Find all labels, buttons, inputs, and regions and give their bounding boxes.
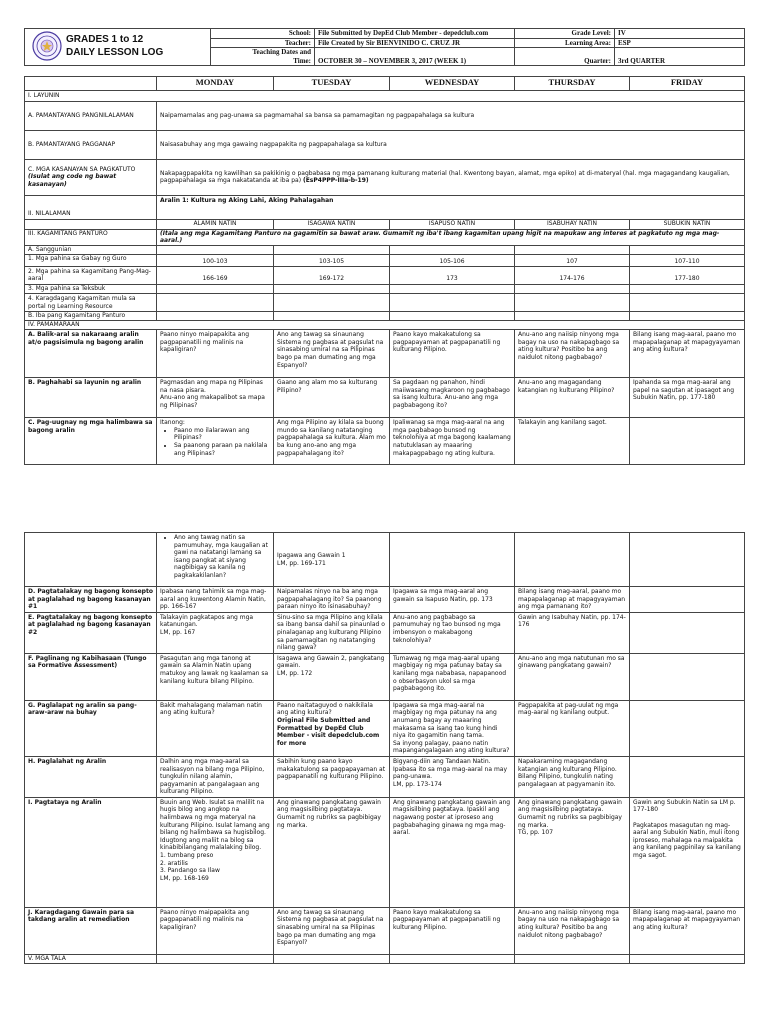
paglalahat-label: H. Paglalahat ng Aralin — [25, 756, 157, 797]
lm-wed: 173 — [390, 266, 515, 284]
kasanayan-sub: (Isulat ang code ng bawat kasanayan) — [28, 173, 117, 188]
paglalahat-fri — [630, 756, 745, 797]
quarter-label: Quarter: — [515, 48, 615, 66]
lr-label: 4. Karagdagang Kagamitan mula sa portal ng Learning Resource — [25, 293, 157, 311]
takdang-aralin-tue: Ano ang tawag sa sinaunang Sistema ng pagbasa at pagsulat na sinasabing umiral na sa Pilipinas bago pa man dumating ang mga Espanyol? — [274, 907, 390, 954]
iba-label: B. Iba pang Kagamitang Panturo — [25, 312, 157, 321]
kasanayan-label — [25, 159, 157, 195]
konsepto-2-tue: Sinu-sino sa mga Pilipino ang kilala sa ibang bansa dahil sa pinaunlad o pinalaganap ang kulturang Pilipino sa pamamagitan ng natatanging nilang gawa? — [274, 612, 390, 653]
pag-uugnay-wed: Ipaliwanag sa mga mag-aaral na ang mga pagbabago bunsod ng teknolohiya at mga bagong kaalamang natutuklasan ay maaaring makapagpabago ng ating kultura. — [390, 418, 515, 465]
pamantayang-pagganap-text: Naisasabuhay ang mga gawaing nagpapakita ng pagpapahalaga sa kultura — [157, 130, 745, 159]
paglalapat-label: G. Paglalapat ng aralin sa pang-araw-araw na buhay — [25, 700, 157, 756]
kabihasaan-thu: Anu-ano ang mga natutunan mo sa ginawang pangkatang gawain? — [515, 653, 630, 700]
konsepto-2-label: E. Pagtatalakay ng bagong konsepto at paglalahad ng bagong kasanayan #2 — [25, 612, 157, 653]
pag-uugnay-bullets — [160, 427, 270, 457]
konsepto-1-mon: Ipabasa nang tahimik sa mga mag-aaral ang kuwentong Alamin Natin, pp. 166-167 — [157, 587, 274, 613]
konsepto-2-wed: Anu-ano ang pagbabago sa pamumuhay ng tao bunsod ng mga imbensyon o makabagong teknolohiya? — [390, 612, 515, 653]
title-line-1: GRADES 1 to 12 — [66, 33, 144, 45]
lesson-table-continued — [24, 532, 745, 964]
konsepto-1-fri — [630, 587, 745, 613]
day-header-monday: MONDAY — [157, 77, 274, 91]
paglalahat-thu: Napakaraming magagandang katangian ang kulturang Pilipino. Bilang Pilipino, tungkulin nating pangalagaan at pagyamanin ito. — [515, 756, 630, 797]
pagtataya-mon — [157, 797, 274, 907]
lm-thu: 174-176 — [515, 266, 630, 284]
balik-aral-wed: Paano kayo makakatulong sa pagpapayaman at pagpapanatili ng kulturang Pilipino. — [390, 330, 515, 378]
nilalaman-wed: ISAPUSO NATIN — [390, 219, 515, 229]
pagtataya-fri: Gawin ang Subukin Natin sa LM p. 177-180 Pagkatapos masagutan ng mag-aaral ang Subukin Natin, muli itong iproseso, mahalaga na maipakita ang kanilang pagpinilay sa kanilang mga sagot. — [630, 797, 745, 907]
pamantayang-pangnilalaman-text: Naipamamalas ang pag-unawa sa pagmamahal sa bansa sa pamamagitan ng pagpapahalaga sa kultura — [157, 101, 745, 130]
area-label: Learning Area: — [515, 38, 615, 48]
depedclub-note-line-4: for more — [277, 739, 307, 747]
pagtataya-mon-item: 2. aratilis — [160, 859, 188, 867]
paglalahat-tue: Sabihin kung paano kayo makakatulong sa pagpapayaman at pagpapanatili ng kulturang Pilipino. — [274, 756, 390, 797]
school-value: File Submitted by DepEd Club Member - depedclub.com — [315, 29, 515, 39]
gabay-fri: 107-110 — [630, 254, 745, 266]
title-line-2: DAILY LESSON LOG — [66, 46, 164, 58]
kagamitan-note: (Itala ang mga Kagamitang Panturo na gagamitin sa bawat araw. Gumamit ng iba't ibang kagamitan upang higit na mapukaw ang interes at pagkatuto ng mga mag-aaral.) — [157, 229, 745, 245]
teacher-value: File Created by Sir BIENVINIDO C. CRUZ JR — [315, 38, 515, 48]
lm-label: 2. Mga pahina sa Kagamitang Pang-Mag-aaral — [25, 266, 157, 284]
takdang-aralin-wed: Paano kayo makakatulong sa pagpapayaman at pagpapanatili ng kulturang Pilipino. — [390, 907, 515, 954]
gabay-thu: 107 — [515, 254, 630, 266]
paglalahat-mon: Dalhin ang mga mag-aaral sa realisasyon na bilang mga Pilipino, tungkulin nilang alamin, pagyamanin at pangalagaan ang kulturang Pilipino. — [157, 756, 274, 797]
takdang-aralin-fri: Bilang isang mag-aaral, paano mo mapapalaganap at mapagyayaman ang ating kultura? — [630, 907, 745, 954]
pagtataya-mon-ref: LM, pp. 168-169 — [160, 874, 209, 882]
day-header-thursday: THURSDAY — [515, 77, 630, 91]
nilalaman-label: II. NILALAMAN — [25, 195, 157, 219]
lesson-log-page-2 — [24, 532, 744, 964]
paglalapat-tue — [274, 700, 390, 756]
lm-fri: 177-180 — [630, 266, 745, 284]
konsepto-2-fri — [630, 612, 745, 653]
pag-uugnay-bullet: • Paano mo ilalarawan ang Pilipinas? — [174, 427, 270, 442]
pagtataya-mon-item: 3. Pandango sa Ilaw — [160, 867, 220, 875]
paghahabi-fri: Ipahanda sa mga mag-aaral ang papel na sagutan at ipasagot ang Subukin Natin, pp. 177-180 — [630, 378, 745, 418]
paghahabi-wed: Sa pagdaan ng panahon, hindi maiiwasang magkaroon ng pagbabago sa isang kultura. Anu-ano ang mga pagbabagong ito? — [390, 378, 515, 418]
pagtataya-mon-item: 1. tumbang preso — [160, 852, 214, 860]
teacher-label: Teacher: — [211, 38, 315, 48]
grade-value: IV — [615, 29, 745, 39]
paglalapat-fri — [630, 700, 745, 756]
takdang-aralin-thu: Anu-ano ang naiisip ninyong mga bagay na uso na nakapagbago sa ating kultura? Positibo ba ang naidulot nitong pagbabago? — [515, 907, 630, 954]
pamamaraan-label: IV. PAMAMARAAN — [25, 321, 745, 330]
gabay-label: 1. Mga pahina sa Gabay ng Guro — [25, 254, 157, 266]
pag-uugnay-thu: Talakayin ang kanilang sagot. — [515, 418, 630, 465]
kasanayan-title: C. MGA KASANAYAN SA PAGKATUTO — [28, 165, 136, 173]
nilalaman-fri: SUBUKIN NATIN — [630, 219, 745, 229]
cont-thu — [515, 533, 630, 587]
pag-uugnay-fri — [630, 418, 745, 465]
paghahabi-thu: Anu-ano ang magagandang katangian ng kulturang Pilipino? — [515, 378, 630, 418]
cont-tue: Ipagawa ang Gawain 1 LM, pp. 169-171 — [274, 533, 390, 587]
pamantayang-pagganap-label: B. PAMANTAYANG PAGGANAP — [25, 130, 157, 159]
paglalapat-wed: Ipagawa sa mga mag-aaral na magbigay ng mga patunay na ang anumang bagay ay maaaring makasama sa isang tao kung hindi niya ito gagamitin nang tama. Sa inyong palagay, paano natin mapangangalagaan ang ating kultura? — [390, 700, 515, 756]
day-header-blank — [25, 77, 157, 91]
gabay-tue: 103-105 — [274, 254, 390, 266]
cont-wed — [390, 533, 515, 587]
cont-bullets — [160, 534, 270, 580]
teksbuk-label: 3. Mga pahina sa Teksbuk — [25, 284, 157, 293]
title-cell — [25, 29, 211, 66]
dates-value: OCTOBER 30 – NOVEMBER 3, 2017 (WEEK 1) — [315, 48, 515, 66]
dates-label-line-1: Teaching Dates and — [252, 48, 311, 56]
pamantayang-pangnilalaman-label: A. PAMANTAYANG PANGNILALAMAN — [25, 101, 157, 130]
gabay-wed: 105-106 — [390, 254, 515, 266]
balik-aral-fri: Bilang isang mag-aaral, paano mo mapapalaganap at mapagyayaman ang ating kultura? — [630, 330, 745, 378]
quarter-value: 3rd QUARTER — [615, 48, 745, 66]
takdang-aralin-mon: Paano ninyo maipapakita ang pagpapanatili ng malinis na kapaligiran? — [157, 907, 274, 954]
section-layunin: I. LAYUNIN — [25, 91, 745, 102]
pagtataya-mon-text: Buuin ang Web. Isulat sa malilit na hugis bilog ang angkop na halimbawa ng mga materyal na kulturang Pilipino. Isulat lamang ang bilang ng halimbawa sa hugisbilog. Idugtong ang maliit na bilog sa kinabibilangang malalaking bilog. — [160, 798, 270, 852]
kabihasaan-fri — [630, 653, 745, 700]
nilalaman-mon: ALAMIN NATIN — [157, 219, 274, 229]
konsepto-1-tue: Naipamalas ninyo na ba ang mga pagpapahalagang ito? Sa paanong paraan ninyo ito isinasabuhay? — [274, 587, 390, 613]
pagtataya-label: I. Pagtataya ng Aralin — [25, 797, 157, 907]
day-header-tuesday: TUESDAY — [274, 77, 390, 91]
pagtataya-tue: Ang ginawang pangkatang gawain ang magsisilbing pagtataya. Gumamit ng rubriks sa pagbibigay ng marka. — [274, 797, 390, 907]
kasanayan-desc: Nakapagpapakita ng kawilihan sa pakikinig o pagbabasa ng mga pamanang kulturang material (hal. Kwentong bayan, alamat, mga epiko) at di-materyal (hal. mga magagandang kaugalian, pagpapahalaga sa mga nakatatanda at iba pa) — [160, 169, 730, 185]
pag-uugnay-bullet: • Sa paanong paraan pa nakilala ang Pilipinas? — [174, 442, 270, 457]
lm-mon: 166-169 — [157, 266, 274, 284]
area-value: ESP — [615, 38, 745, 48]
kabihasaan-tue: Isagawa ang Gawain 2, pangkatang gawain. LM, pp. 172 — [274, 653, 390, 700]
balik-aral-mon: Paano ninyo maipapakita ang pagpapanatili ng malinis na kapaligiran? — [157, 330, 274, 378]
gabay-mon: 100-103 — [157, 254, 274, 266]
takdang-aralin-label: J. Karagdagang Gawain para sa takdang aralin at remediation — [25, 907, 157, 954]
nilalaman-thu: ISABUHAY NATIN — [515, 219, 630, 229]
header-table — [24, 28, 745, 66]
nilalaman-blank — [25, 219, 157, 229]
paglalahat-wed: Bigyang-diin ang Tandaan Natin. Ipabasa ito sa mga mag-aaral na may pang-unawa. LM, pp. 173-174 — [390, 756, 515, 797]
deped-seal-icon — [32, 31, 62, 61]
balik-aral-label: A. Balik-aral sa nakaraang aralin at/o pagsisimula ng bagong aralin — [25, 330, 157, 378]
cont-label — [25, 533, 157, 587]
kabihasaan-label: F. Paglinang ng Kabihasaan (Tungo sa Formative Assessment) — [25, 653, 157, 700]
balik-aral-tue: Ano ang tawag sa sinaunang Sistema ng pagbasa at pagsulat na sinasabing umiral na sa Pilipinas bago pa man dumating ang mga Espanyol? — [274, 330, 390, 378]
konsepto-2-thu: Gawin ang Isabuhay Natin, pp. 174-176 — [515, 612, 630, 653]
paglalapat-thu: Pagpapakita at pag-uulat ng mga mag-aaral ng kanilang output. — [515, 700, 630, 756]
paglalapat-tue-text: Paano naitataguyod o nakikilala ang ating kultura? — [277, 701, 373, 717]
day-header-friday: FRIDAY — [630, 77, 745, 91]
lesson-table — [24, 76, 745, 465]
mga-tala-label: V. MGA TALA — [25, 954, 157, 963]
kasanayan-text — [157, 159, 745, 195]
paghahabi-tue: Gaano ang alam mo sa kulturang Pilipino? — [274, 378, 390, 418]
dates-label-line-2: Time: — [293, 56, 311, 65]
kagamitan-label: III. KAGAMITANG PANTURO — [25, 229, 157, 245]
nilalaman-tue: ISAGAWA NATIN — [274, 219, 390, 229]
konsepto-1-thu: Bilang isang mag-aaral, paano mo mapapalaganap at mapagyayaman ang mga pamanang ito? — [515, 587, 630, 613]
depedclub-note-line-2: Formatted by DepEd Club — [277, 724, 364, 732]
grade-label: Grade Level: — [515, 29, 615, 39]
paghahabi-mon: Pagmasdan ang mapa ng Pilipinas na nasa pisara. Anu-ano ang makapalibot sa mapa ng Pilipinas? — [157, 378, 274, 418]
konsepto-2-mon: Talakayin pagkatapos ang mga katanungan. LM, pp. 167 — [157, 612, 274, 653]
school-label: School: — [211, 29, 315, 39]
balik-aral-thu: Anu-ano ang naiisip ninyong mga bagay na uso na nakapagbago sa ating kultura? Positibo ba ang naidulot nitong pagbabago? — [515, 330, 630, 378]
sanggunian-label: A. Sanggunian — [25, 245, 157, 254]
kasanayan-code: (EsP4PPP-IIIa-b-19) — [302, 177, 369, 185]
pagtataya-thu: Ang ginawang pangkatang gawain ang magsisilbing pagtataya. Gumamit ng rubriks sa pagbibigay ng marka. TG, pp. 107 — [515, 797, 630, 907]
cont-mon — [157, 533, 274, 587]
cont-fri — [630, 533, 745, 587]
day-header-wednesday: WEDNESDAY — [390, 77, 515, 91]
depedclub-note-line-3: Member - visit depedclub.com — [277, 732, 380, 740]
pag-uugnay-label: C. Pag-uugnay ng mga halimbawa sa bagong aralin — [25, 418, 157, 465]
kabihasaan-wed: Tumawag ng mga mag-aaral upang magbigay ng mga patunay batay sa kanilang mga nababasa, napapanood o obserbasyon ukol sa mga pagbabagong ito. — [390, 653, 515, 700]
pag-uugnay-tue: Ang mga Pilipino ay kilala sa buong mundo sa kanilang natatanging pagpapahalaga sa kultura. Alam mo ba kung ano-ano ang mga pagpapahalagang ito? — [274, 418, 390, 465]
pagtataya-wed: Ang ginawang pangkatang gawain ang magsisilbing pagtataya. Ipaskil ang nagawang poster at iproseso ang pagbabahaging ginawa ng mga mag-aaral. — [390, 797, 515, 907]
pag-uugnay-mon — [157, 418, 274, 465]
depedclub-note-line-1: Original File Submitted and — [277, 716, 371, 724]
lesson-log-page-1 — [24, 28, 744, 465]
kabihasaan-mon: Pasagutan ang mga tanong at gawain sa Alamin Natin upang matukoy ang lawak ng kaalaman sa kanilang kultura bilang Pilipino. — [157, 653, 274, 700]
paghahabi-label: B. Paghahabi sa layunin ng aralin — [25, 378, 157, 418]
konsepto-1-label: D. Pagtatalakay ng bagong konsepto at paglalahad ng bagong kasanayan #1 — [25, 587, 157, 613]
nilalaman-aralin: Aralin 1: Kultura ng Aking Lahi, Aking Pahalagahan — [157, 195, 745, 219]
cont-bullet: • Ano ang tawag natin sa pamumuhay, mga kaugalian at gawi na natatangi lamang sa isang pangkat at siyang nagbibigay sa kanila ng pagkakakilanlan? — [174, 534, 270, 580]
pag-uugnay-intro: Itanong: — [160, 419, 185, 427]
konsepto-1-wed: Ipagawa sa mga mag-aaral ang gawain sa Isapuso Natin, pp. 173 — [390, 587, 515, 613]
paglalapat-mon: Bakit mahalagang malaman natin ang ating kultura? — [157, 700, 274, 756]
dates-label — [211, 48, 315, 66]
lm-tue: 169-172 — [274, 266, 390, 284]
